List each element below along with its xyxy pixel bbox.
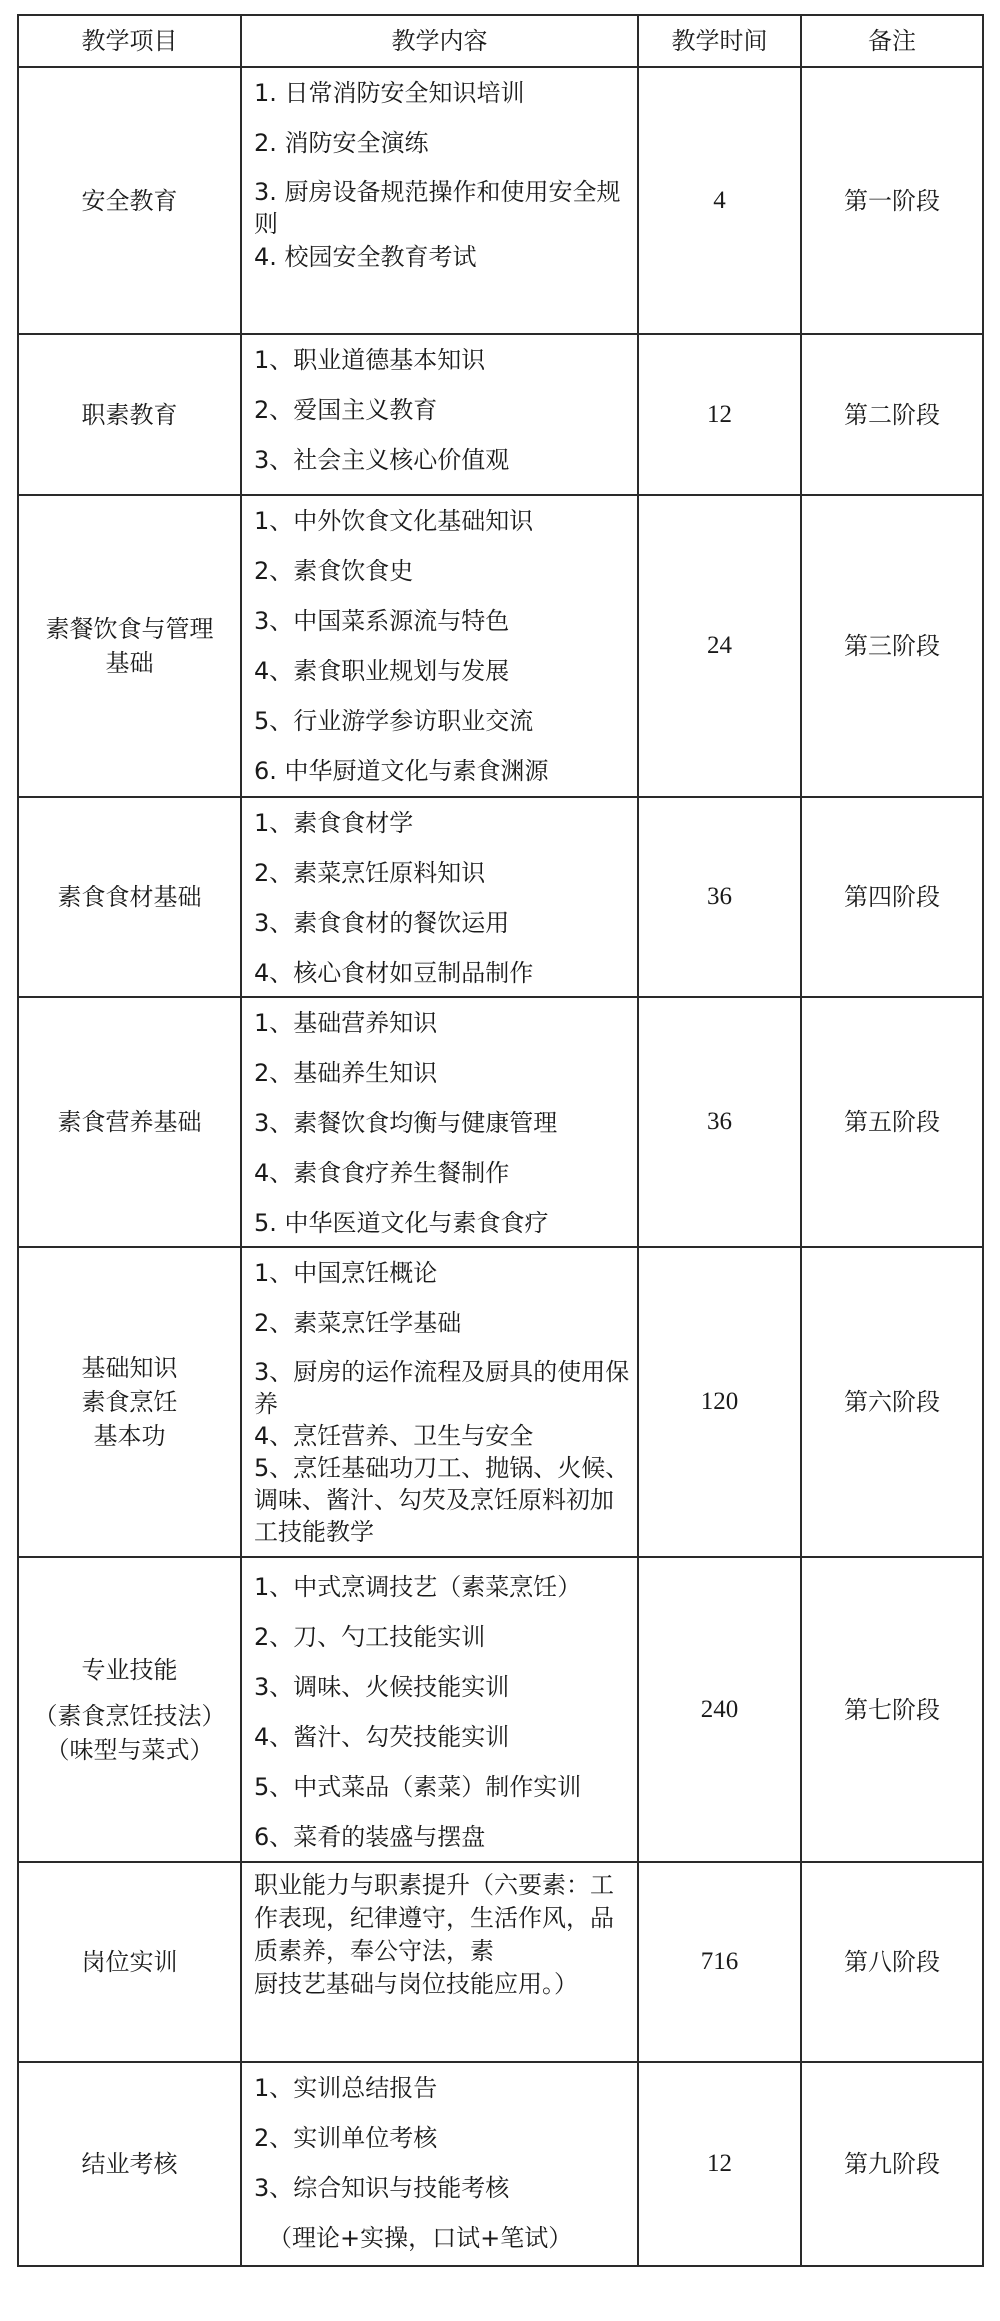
note-cell: 第一阶段 [801,67,983,334]
content-line: 4、酱汁、勾芡技能实训 [254,1723,510,1751]
content-cell [241,334,638,495]
project-name: 基础 [105,649,154,677]
note-cell: 第二阶段 [801,334,983,495]
content-line: 1、中外饮食文化基础知识 [254,507,534,535]
content-line: 3、厨房的运作流程及厨具的使用保养 [254,1358,630,1418]
content-line: 3. 厨房设备规范操作和使用安全规则 [254,178,621,238]
note-cell: 第八阶段 [801,1862,983,2062]
curriculum-table [17,14,984,2267]
project-name: 安全教育 [81,186,178,215]
project-cell [18,334,241,495]
content-line: 3、综合知识与技能考核 [254,2174,510,2202]
hours-cell: 12 [638,334,801,495]
note-cell: 第七阶段 [801,1557,983,1862]
note-cell: 第三阶段 [801,495,983,797]
content-cell [241,67,638,334]
table-row [18,67,983,334]
header-note: 备注 [801,15,983,67]
content-line: 3、中国菜系源流与特色 [254,607,510,635]
project-cell [18,2062,241,2266]
content-line: 3、社会主义核心价值观 [254,446,510,474]
hours-cell: 12 [638,2062,801,2266]
project-cell [18,797,241,997]
content-line: 4、核心食材如豆制品制作 [254,959,534,987]
table-row [18,1247,983,1557]
content-line: 4. 校园安全教育考试 [254,243,477,271]
note-cell: 第五阶段 [801,997,983,1247]
content-line: 4、烹饪营养、卫生与安全 [254,1422,534,1450]
project-name: 专业技能 [81,1655,178,1684]
project-name: 结业考核 [81,2150,178,2178]
content-cell [241,997,638,1247]
hours-cell: 120 [638,1247,801,1557]
content-paragraph: 职业能力与职素提升（六要素：工作表现，纪律遵守，生活作风，品质素养，奉公守法，素 [254,1871,614,1965]
content-line: 2、素菜烹饪学基础 [254,1309,462,1337]
project-name: 素食烹饪 [81,1388,178,1416]
content-line: 6、菜肴的装盛与摆盘 [254,1823,486,1851]
content-line: 3、调味、火候技能实训 [254,1673,510,1701]
note-cell: 第四阶段 [801,797,983,997]
project-name: 素餐饮食与管理 [45,615,214,643]
content-line: 2、素菜烹饪原料知识 [254,859,486,887]
table-row [18,1862,983,2062]
table-row [18,334,983,495]
curriculum-sheet [17,14,982,2267]
project-cell [18,1247,241,1557]
note-cell: 第六阶段 [801,1247,983,1557]
content-line: 5. 中华医道文化与素食食疗 [254,1209,549,1237]
content-line: 2. 消防安全演练 [254,129,429,157]
content-line: 1、实训总结报告 [254,2074,438,2102]
content-line: 5、中式菜品（素菜）制作实训 [254,1773,582,1801]
content-line: （理论+实操，口试+笔试） [268,2224,573,2252]
content-line: 5、烹饪基础功刀工、抛锅、火候、调味、酱汁、勾芡及烹饪原料初加工技能教学 [254,1454,630,1546]
header-row [18,15,983,67]
project-name: （味型与菜式） [45,1735,214,1764]
project-name: 素食营养基础 [57,1108,202,1136]
content-line: 4、素食职业规划与发展 [254,657,510,685]
content-line: 2、素食饮食史 [254,557,414,585]
content-line: 2、基础养生知识 [254,1059,438,1087]
content-cell [241,495,638,797]
content-line: 2、实训单位考核 [254,2124,438,2152]
project-cell [18,495,241,797]
content-line: 6. 中华厨道文化与素食渊源 [254,757,549,785]
content-line: 1、中国烹饪概论 [254,1259,438,1287]
content-paragraph: 厨技艺基础与岗位技能应用。） [254,1970,578,1998]
project-cell [18,997,241,1247]
content-line: 4、素食食疗养生餐制作 [254,1159,510,1187]
project-name: 基本功 [93,1422,166,1450]
table-row [18,2062,983,2266]
project-cell [18,67,241,334]
hours-cell: 4 [638,67,801,334]
hours-cell: 24 [638,495,801,797]
project-name: 素食食材基础 [57,883,202,911]
project-cell [18,1862,241,2062]
project-name: 岗位实训 [81,1948,178,1976]
project-name: 基础知识 [81,1354,178,1382]
hours-cell: 716 [638,1862,801,2062]
note-cell: 第九阶段 [801,2062,983,2266]
project-name: （素食烹饪技法） [33,1701,226,1730]
content-line: 2、爱国主义教育 [254,396,438,424]
content-line: 5、行业游学参访职业交流 [254,707,534,735]
table-row [18,495,983,797]
content-line: 1. 日常消防安全知识培训 [254,79,525,107]
content-line: 3、素餐饮食均衡与健康管理 [254,1109,558,1137]
hours-cell: 36 [638,997,801,1247]
content-cell [241,1862,638,2062]
header-content: 教学内容 [241,15,638,67]
content-cell [241,1247,638,1557]
content-cell [241,2062,638,2266]
content-line: 1、职业道德基本知识 [254,346,486,374]
content-line: 1、基础营养知识 [254,1009,438,1037]
table-row [18,1557,983,1862]
header-project: 教学项目 [18,15,241,67]
table-row [18,997,983,1247]
content-cell [241,1557,638,1862]
table-row [18,797,983,997]
project-name: 职素教育 [81,400,178,429]
content-line: 3、素食食材的餐饮运用 [254,909,510,937]
hours-cell: 240 [638,1557,801,1862]
content-line: 2、刀、勺工技能实训 [254,1623,486,1651]
header-hours: 教学时间 [638,15,801,67]
content-cell [241,797,638,997]
hours-cell: 36 [638,797,801,997]
content-line: 1、中式烹调技艺（素菜烹饪） [254,1573,582,1601]
content-line: 1、素食食材学 [254,809,414,837]
project-cell [18,1557,241,1862]
